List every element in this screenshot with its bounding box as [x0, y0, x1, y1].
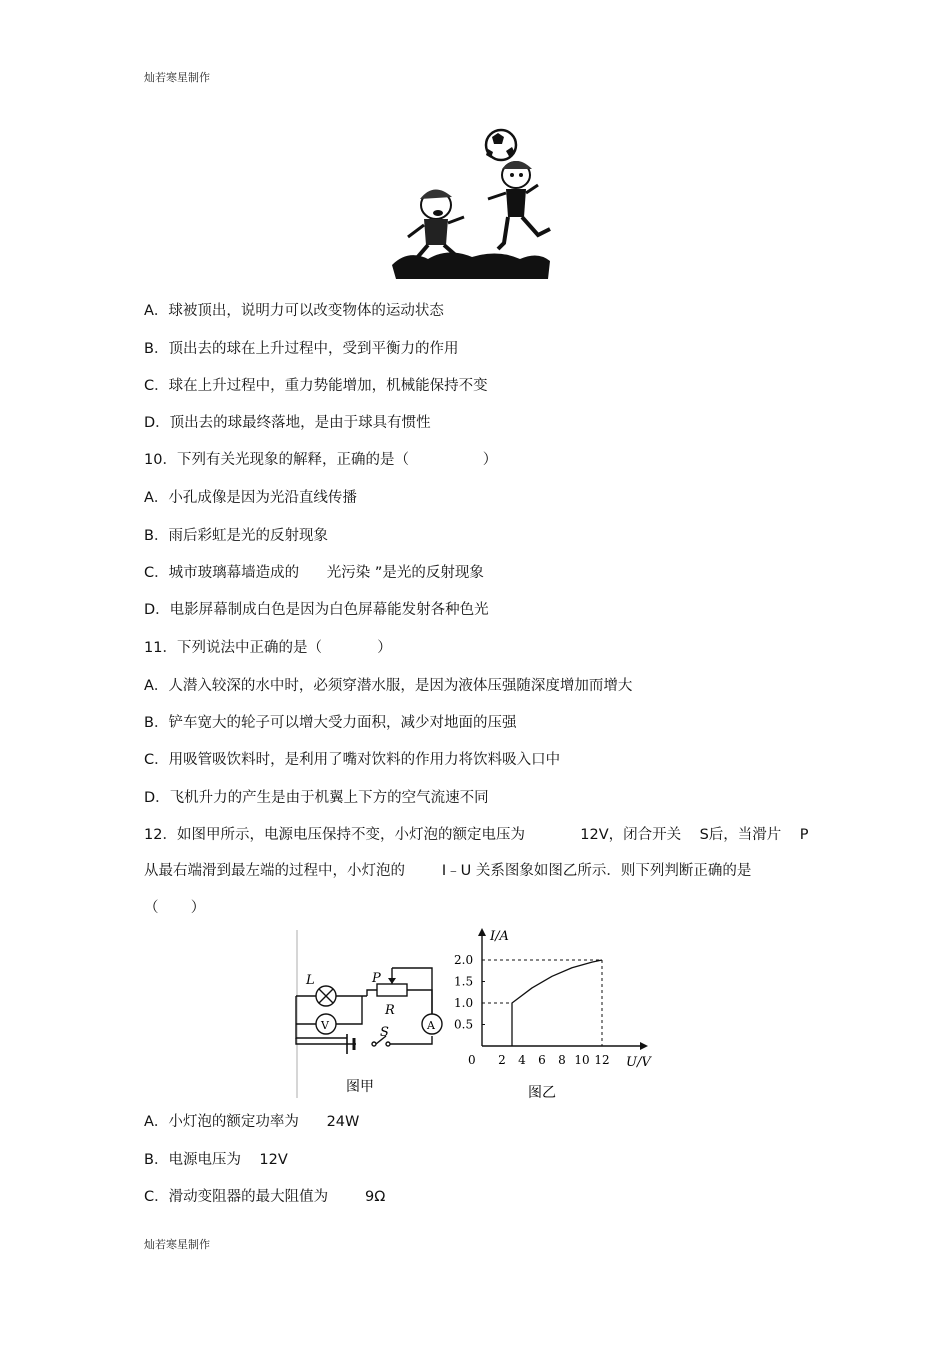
q9-option-c: C．球在上升过程中，重力势能增加，机械能保持不变: [144, 378, 488, 394]
y-tick-label: 1.5: [454, 974, 474, 989]
slider-arrow-icon: [388, 978, 396, 984]
y-tick-label: 0.5: [454, 1017, 474, 1032]
graph-x-label: U/V: [626, 1055, 651, 1070]
q10-option-b: B．雨后彩虹是光的反射现象: [144, 528, 328, 544]
switch-icon: [372, 1042, 390, 1046]
iu-graph: [454, 928, 652, 1070]
x-tick-label: 6: [538, 1053, 546, 1067]
q10-option-d: D．电影屏幕制成白色是因为白色屏幕能发射各种色光: [144, 602, 489, 618]
page-header: 灿若寒星制作: [144, 71, 210, 84]
q11-stem: 11．下列说法中正确的是（ ）: [144, 640, 392, 656]
x-tick-label: 8: [558, 1053, 566, 1067]
q9-option-b: B．顶出去的球在上升过程中，受到平衡力的作用: [144, 341, 459, 357]
lamp-icon: [316, 986, 336, 1006]
circuit-label-p: P: [372, 971, 381, 986]
soccer-ball-icon: [486, 130, 516, 160]
q12-stem-line2: 从最右端滑到最左端的过程中，小灯泡的 I﹣U 关系图象如图乙所示．则下列判断正确的是: [144, 863, 752, 879]
q12-option-a: A．小灯泡的额定功率为 24W: [144, 1114, 360, 1130]
q10-stem: 10．下列有关光现象的解释，正确的是（ ）: [144, 452, 498, 468]
x-tick-label: 4: [518, 1053, 526, 1067]
circuit-label-r: R: [385, 1003, 395, 1018]
graph-y-label: I/A: [490, 929, 509, 944]
q9-option-a: A．球被顶出，说明力可以改变物体的运动状态: [144, 303, 444, 319]
q10-option-a: A．小孔成像是因为光沿直线传播: [144, 490, 357, 506]
q10-option-c: C．城市玻璃幕墙造成的 光污染 ”是光的反射现象: [144, 565, 484, 581]
x-tick-label: 10: [574, 1053, 590, 1067]
grass: [392, 252, 550, 279]
q12-option-c: C．滑动变阻器的最大阻值为 9Ω: [144, 1189, 386, 1205]
x-tick-label: 12: [594, 1053, 610, 1067]
boy-left: [408, 189, 464, 259]
circuit-caption: 图甲: [346, 1079, 374, 1095]
circuit-label-v: V: [321, 1019, 329, 1032]
y-tick-label: 1.0: [454, 996, 474, 1010]
q11-option-b: B．铲车宽大的轮子可以增大受力面积，减少对地面的压强: [144, 715, 517, 731]
children-heading-ball-illustration: [388, 125, 556, 283]
circuit-label-s: S: [380, 1025, 389, 1040]
q11-option-c: C．用吸管吸饮料时，是利用了嘴对饮料的作用力将饮料吸入口中: [144, 752, 561, 768]
q12-stem-line3: （ ）: [144, 900, 206, 916]
q12-stem-line1: 12．如图甲所示，电源电压保持不变，小灯泡的额定电压为 12V，闭合开关 S后，当滑片 P: [144, 827, 809, 843]
circuit-label-a: A: [427, 1019, 435, 1032]
circuit-label-l: L: [306, 973, 315, 988]
x-tick-label: 0: [468, 1053, 476, 1067]
q11-option-a: A．人潜入较深的水中时，必须穿潜水服，是因为液体压强随深度增加而增大: [144, 678, 633, 694]
x-tick-label: 2: [498, 1053, 506, 1067]
q12-figure: [292, 926, 662, 1104]
circuit-diagram: [296, 968, 432, 1044]
y-tick-label: 2.0: [454, 953, 474, 967]
q11-option-d: D．飞机升力的产生是由于机翼上下方的空气流速不同: [144, 790, 489, 806]
graph-caption: 图乙: [528, 1085, 556, 1101]
page-footer: 灿若寒星制作: [144, 1238, 210, 1251]
iu-curve: [512, 960, 602, 1046]
q12-option-b: B．电源电压为 12V: [144, 1152, 288, 1168]
q9-option-d: D．顶出去的球最终落地，是由于球具有惯性: [144, 415, 431, 431]
boy-right: [488, 161, 550, 249]
